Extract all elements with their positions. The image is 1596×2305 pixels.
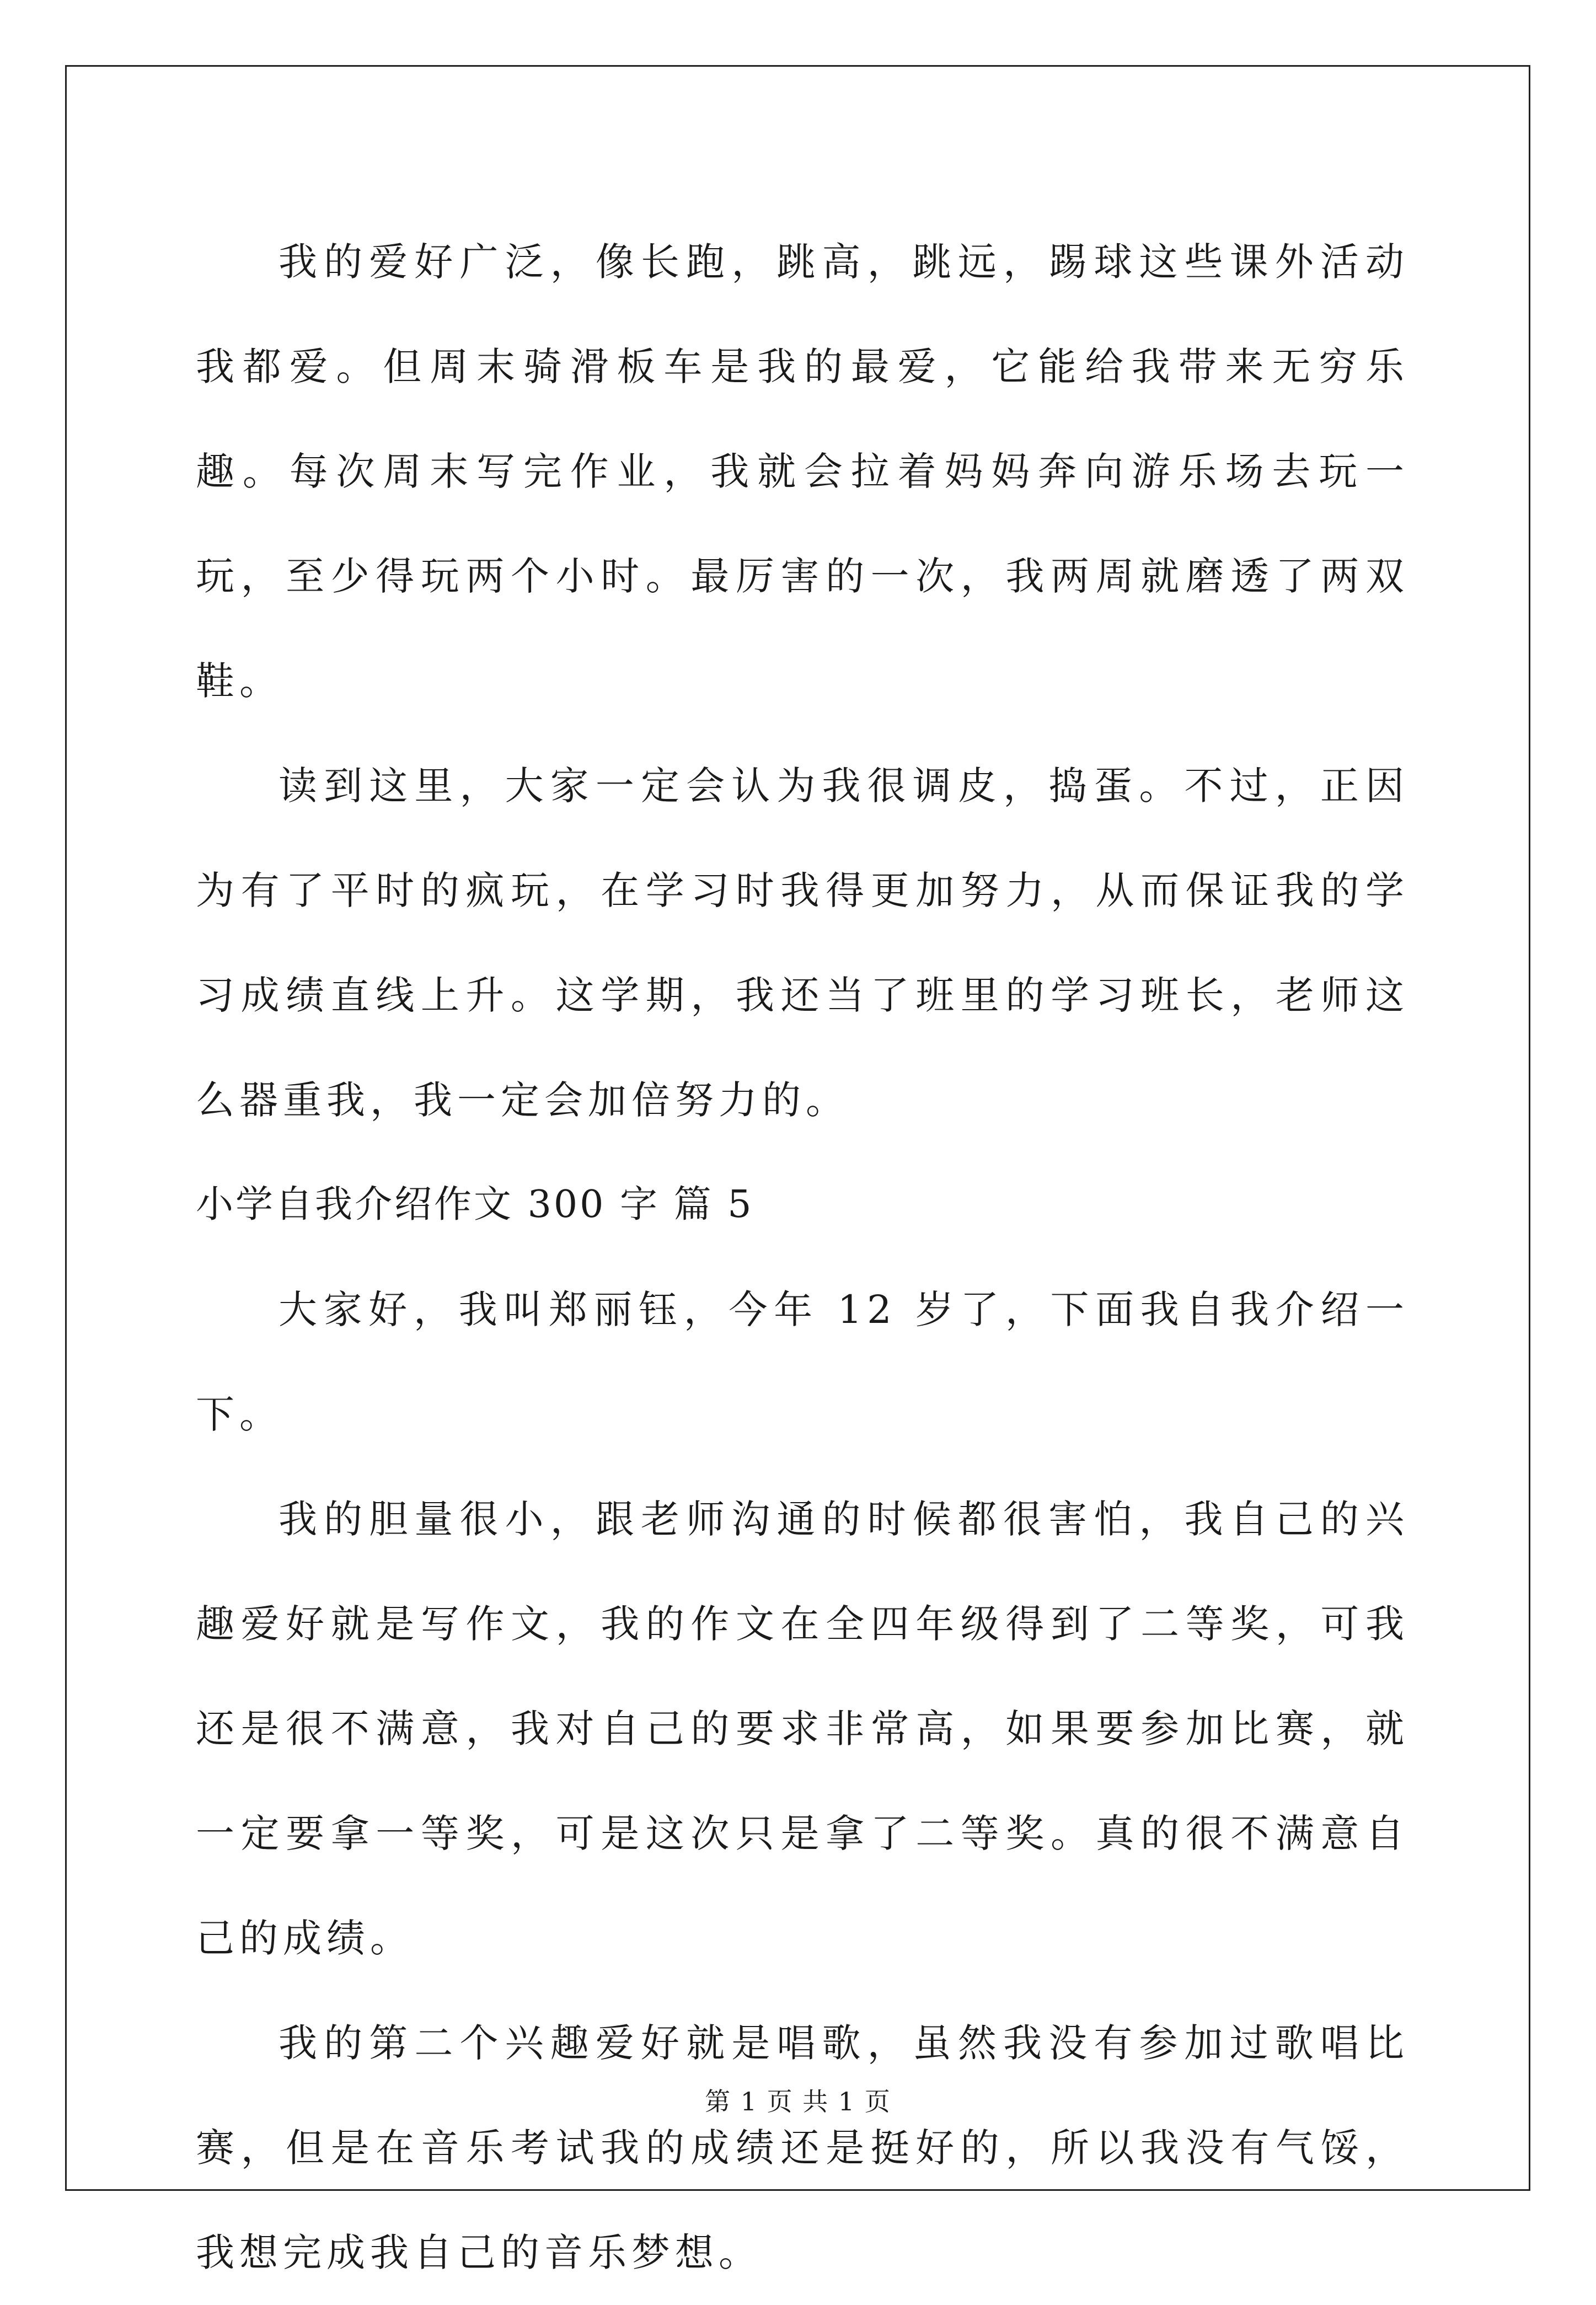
paragraph-hobbies: 我的爱好广泛，像长跑，跳高，跳远，踢球这些课外活动我都爱。但周末骑滑板车是我的最爱，它能给我带来无穷乐趣。每次周末写完作业，我就会拉着妈妈奔向游乐场去玩一玩，至少得玩两个小时。最厉害的一次，我两周就磨透了两双鞋。 xyxy=(196,239,1409,704)
paragraph-singing: 我的第二个兴趣爱好就是唱歌，虽然我没有参加过歌唱比赛，但是在音乐考试我的成绩还是挺好的，所以我没有气馁，我想完成我自己的音乐梦想。 xyxy=(196,2020,1409,2275)
paragraph-study: 读到这里，大家一定会认为我很调皮，捣蛋。不过，正因为有了平时的疯玩，在学习时我得更加努力，从而保证我的学习成绩直线上升。这学期，我还当了班里的学习班长，老师这么器重我，我一定会加倍努力的。 xyxy=(196,763,1409,1123)
page-footer: 第 1 页 共 1 页 xyxy=(705,2087,891,2116)
paragraph-writing: 我的胆量很小，跟老师沟通的时候都很害怕，我自己的兴趣爱好就是写作文，我的作文在全四年级得到了二等奖，可我还是很不满意，我对自己的要求非常高，如果要参加比赛，就一定要拿一等奖，可是这次只是拿了二等奖。真的很不满意自己的成绩。 xyxy=(196,1497,1409,1961)
paragraph-greeting: 大家好，我叫郑丽钰，今年 12 岁了，下面我自我介绍一下。 xyxy=(196,1287,1409,1437)
document-body xyxy=(196,210,1409,2305)
section-heading: 小学自我介绍作文 300 字 篇 5 xyxy=(196,1183,754,1226)
